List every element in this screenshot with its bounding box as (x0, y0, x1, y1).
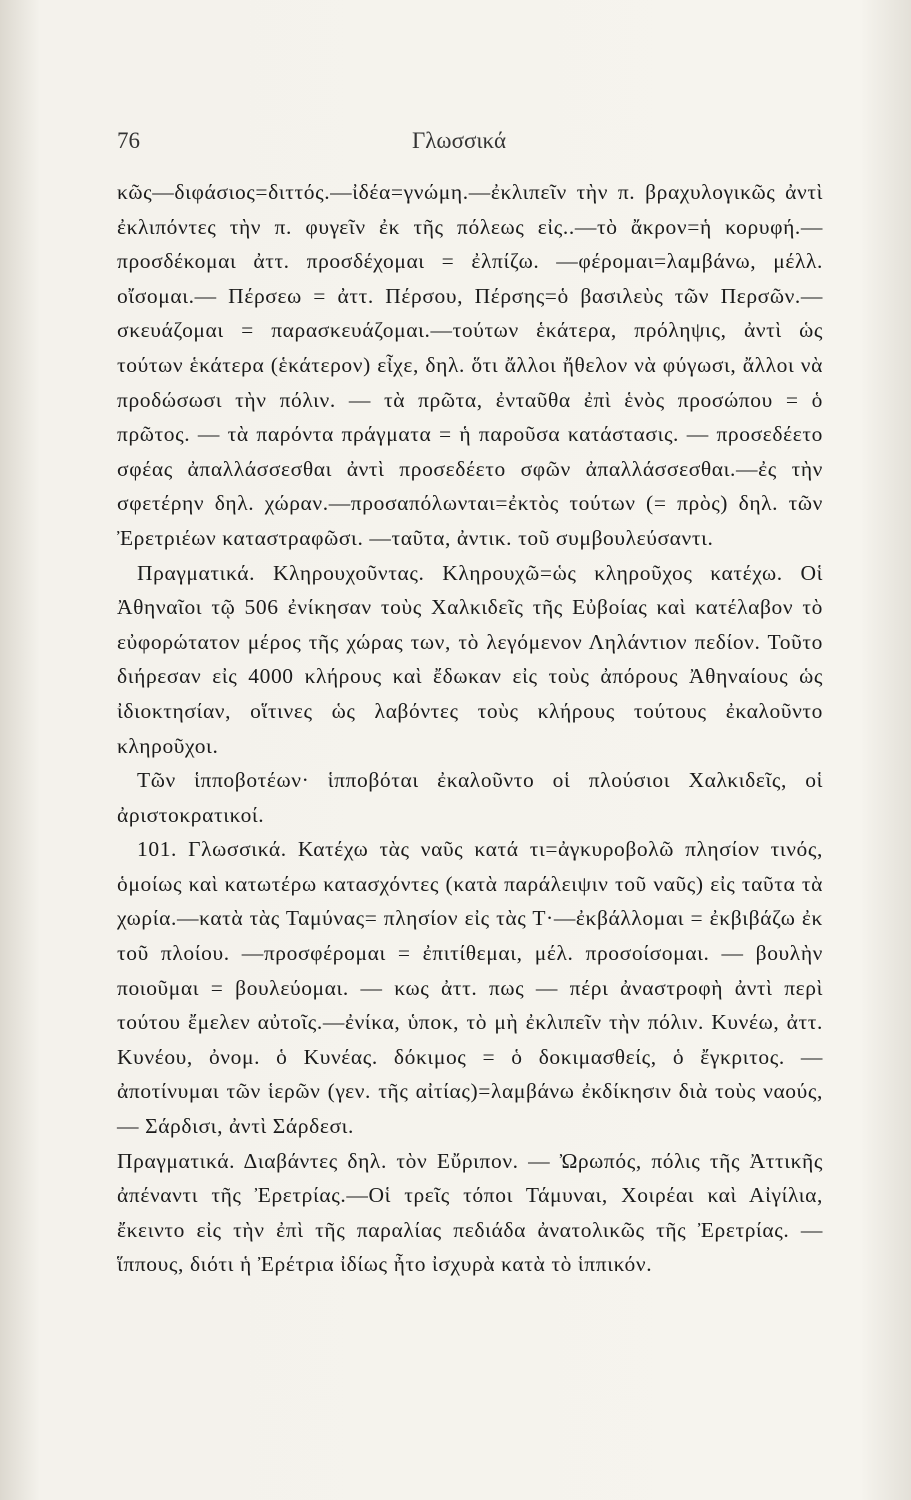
paragraph-pragmatika-2: Πραγματικά. Διαβάντες δηλ. τὸν Εὔριπον. — Ὠρωπός, πόλις τῆς Ἀττικῆς ἀπέναντι τῆς Ἐρετρίας.—Οἱ τρεῖς τόποι Τάμυναι, Χοιρέαι καὶ Αἰγίλια, ἔκειντο εἰς τὴν ἐπὶ τῆς παραλίας πεδιάδα ἀνατολικῶς τῆς Ἐρετρίας. — ἵππους, διότι ἡ Ἐρέτρια ἰδίως ἦτο ἰσχυρὰ κατὰ τὸ ἱππικόν. (117, 1148, 823, 1277)
paragraph-glossary-continued: κῶς—διφάσιος=διττός.—ἰδέα=γνώμη.—ἐκλιπεῖν τὴν π. βραχυλογικῶς ἀντὶ ἐκλιπόντες τὴν π. φυγεῖν ἐκ τῆς πόλεως εἰς..—τὸ ἄκρον=ἡ κορυφή.—προσδέκομαι ἀττ. προσδέχομαι = ἐλπίζω. —φέρομαι=λαμβάνω, μέλλ. οἴσομαι.— Πέρσεω = ἀττ. Πέρσου, Πέρσης=ὁ βασιλεὺς τῶν Περσῶν.—σκευάζομαι = παρασκευάζομαι.—τούτων ἑκάτερα, πρόληψις, ἀντὶ ὡς τούτων ἑκάτερα (ἑκάτερον) εἶχε, δηλ. ὅτι ἄλλοι ἤθελον νὰ φύγωσι, ἄλλοι νὰ προδώσωσι τὴν πόλιν. — τὰ πρῶτα, ἐνταῦθα ἐπὶ ἑνὸς προσώπου = ὁ πρῶτος. — τὰ παρόντα πράγματα = ἡ παροῦσα κατάστασις. — προσεδέετο σφέας ἀπαλλάσσεσθαι ἀντὶ προσεδέετο σφῶν ἀπαλλάσσεσθαι.—ἐς τὴν σφετέρην δηλ. χώραν.—προσαπόλωνται=ἐκτὸς τούτων (= πρὸς) δηλ. τῶν Ἐρετριέων καταστραφῶσι. —ταῦτα, ἀντικ. τοῦ συμβουλεύσαντι. (117, 180, 823, 550)
page-number: 76 (117, 128, 140, 153)
paragraph-section-101: 101. Γλωσσικά. Κατέχω τὰς ναῦς κατά τι=ἀγκυροβολῶ πλησίον τινός, ὁμοίως καὶ κατωτέρω κατασχόντες (κατὰ παράλειψιν τοῦ ναῦς) εἰς ταῦτα τὰ χωρία.—κατὰ τὰς Ταμύνας= πλησίον εἰς τὰς Τ·—ἐκβάλλομαι = ἐκβιβάζω ἐκ τοῦ πλοίου. —προσφέρομαι = ἐπιτίθεμαι, μέλ. προσοίσομαι. — βουλὴν ποιοῦμαι = βουλεύομαι. — κως ἀττ. πως — πέρι ἀναστροφὴ ἀντὶ περὶ τούτου ἔμελεν αὐτοῖς.—ἐνίκα, ὑποκ, τὸ μὴ ἐκλιπεῖν τὴν πόλιν. Κυνέω, ἀττ. Κυνέου, ὀνομ. ὁ Κυνέας. δόκιμος = ὁ δοκιμασθείς, ὁ ἔγκριτος. —ἀποτίνυμαι τῶν ἱερῶν (γεν. τῆς αἰτίας)=λαμβάνω ἐκδίκησιν διὰ τοὺς ναούς,— Σάρδισι, ἀντὶ Σάρδεσι. (117, 837, 823, 1139)
page-header (117, 128, 801, 168)
paragraph-hippobotai: Τῶν ἱπποβοτέων· ἱπποβόται ἐκαλοῦντο οἱ πλούσιοι Χαλκιδεῖς, οἱ ἀριστοκρατικοί. (117, 768, 823, 827)
paragraph-pragmatika-1: Πραγματικά. Κληρουχοῦντας. Κληρουχῶ=ὡς κληροῦχος κατέχω. Οἱ Ἀθηναῖοι τῷ 506 ἐνίκησαν τοὺς Χαλκιδεῖς τῆς Εὐβοίας καὶ κατέλαβον τὸ εὐφορώτατον μέρος τῆς χώρας των, τὸ λεγόμενον Ληλάντιον πεδίον. Τοῦτο διήρεσαν εἰς 4000 κλήρους καὶ ἔδωκαν εἰς τοὺς ἀπόρους Ἀθηναίους ὡς ἰδιοκτησίαν, οἵτινες ὡς λαβόντες τοὺς κλήρους τούτους ἐκαλοῦντο κληροῦχοι. (117, 560, 823, 758)
page-body (117, 175, 823, 1282)
running-title: Γλωσσικά (411, 128, 506, 153)
